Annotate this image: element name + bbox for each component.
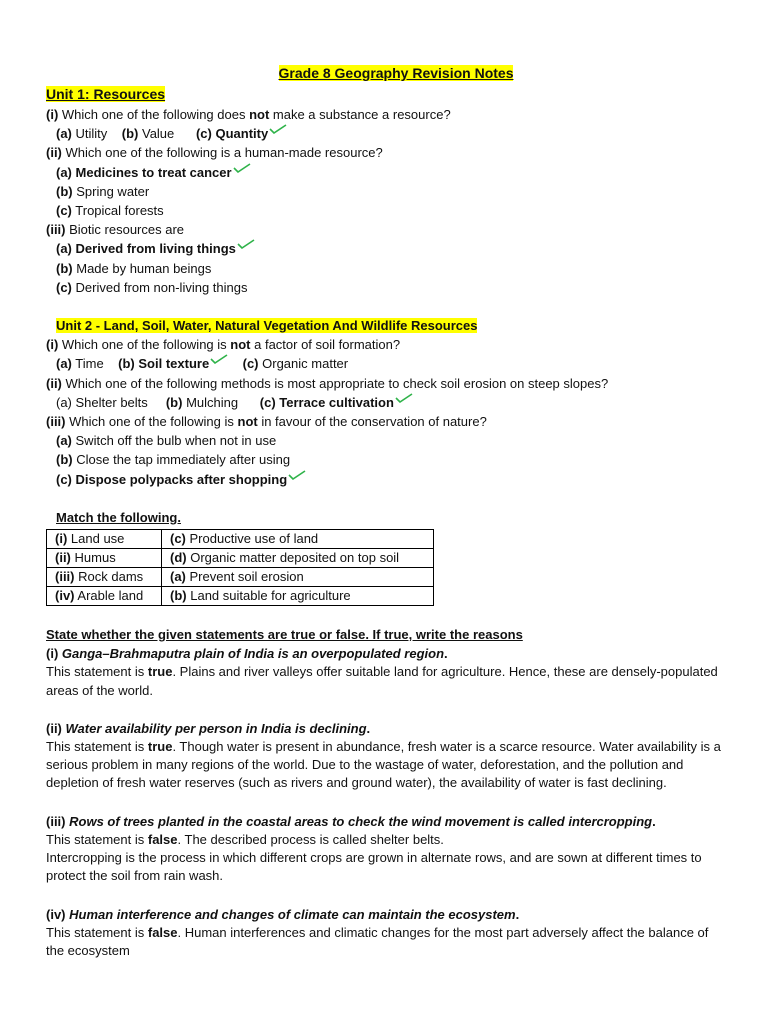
answer: This statement is true. Plains and river valleys offer suitable land for agriculture. Hence, these are densely-populated areas of the world. [46, 664, 718, 698]
table-row: (iii) Rock dams (a) Prevent soil erosion [47, 568, 434, 587]
unit2-question-3: (iii) Which one of the following is not in favour of the conservation of nature? [46, 414, 487, 430]
statement: (ii) Water availability per person in India is declining. [46, 720, 371, 736]
answer: This statement is true. Though water is present in abundance, fresh water is a scarce resource. Water availability is a serious problem in many regions of the world. Due to the wastage of water, deforestation, and the pollution and depletion of fresh water reserves (such as rivers and ground water), the availability of water is fast declining. [46, 739, 721, 791]
document-page [46, 62, 726, 960]
unit2-question-1: (i) Which one of the following is not a factor of soil formation? [46, 337, 401, 353]
truefalse-item-1 [46, 644, 726, 700]
option-c-correct: (c) Quantity [196, 124, 287, 143]
option-a: (a) Utility [56, 126, 108, 142]
unit2-question-3-option-b: (b) Close the tap immediately after using [56, 452, 291, 468]
statement: (iii) Rows of trees planted in the coastal areas to check the wind movement is called intercropping. [46, 813, 656, 829]
option-b: (b) Mulching [165, 394, 239, 410]
unit1-question-2-option-a: (a) Medicines to treat cancer [46, 163, 726, 182]
unit2-question-2: (ii) Which one of the following methods is most appropriate to check soil erosion on steep slopes? [46, 375, 609, 391]
option-b-correct: (b) Soil texture [118, 354, 228, 373]
unit1-question-3-option-b: (b) Made by human beings [56, 260, 212, 276]
answer: This statement is false. Human interferences and climatic changes for the most part adversely affect the balance of the ecosystem [46, 924, 709, 958]
unit1-question-2: (ii) Which one of the following is a human-made resource? [46, 145, 383, 161]
unit1-heading: Unit 1: Resources [46, 86, 166, 102]
option-a: (a) Time [56, 356, 104, 372]
document-title: Grade 8 Geography Revision Notes [278, 65, 514, 81]
option-c-correct: (c) Terrace cultivation [260, 393, 413, 412]
match-table [46, 529, 434, 606]
unit2-heading: Unit 2 - Land, Soil, Water, Natural Vegetation And Wildlife Resources [56, 318, 478, 334]
table-row: (ii) Humus (d) Organic matter deposited on top soil [47, 549, 434, 568]
table-row: (i) Land use (c) Productive use of land [47, 530, 434, 549]
unit1-question-2-option-c: (c) Tropical forests [56, 203, 164, 219]
option-b: (b) Value [121, 126, 175, 142]
answer: This statement is false. The described process is called shelter belts. [46, 831, 444, 847]
unit2-question-3-option-c: (c) Dispose polypacks after shopping [46, 470, 726, 489]
checkmark-icon [288, 470, 306, 480]
checkmark-icon [233, 163, 251, 173]
answer-extra: Intercropping is the process in which different crops are grown in alternate rows, and are sown at different times to protect the soil from rain wash. [46, 850, 702, 884]
option-c: (c) Organic matter [242, 356, 349, 372]
truefalse-item-3 [46, 812, 726, 886]
unit1-question-3: (iii) Biotic resources are [46, 222, 185, 238]
statement: (i) Ganga–Brahmaputra plain of India is an overpopulated region. [46, 646, 448, 662]
unit1-question-1: (i) Which one of the following does not make a substance a resource? [46, 107, 451, 122]
checkmark-icon [395, 393, 413, 403]
unit1-question-3-option-a: (a) Derived from living things [46, 239, 726, 258]
checkmark-icon [210, 354, 228, 364]
unit1-question-2-option-b: (b) Spring water [56, 183, 150, 199]
unit1-question-3-option-c: (c) Derived from non-living things [56, 279, 248, 295]
truefalse-item-2 [46, 719, 726, 793]
unit2-question-3-option-a: (a) Switch off the bulb when not in use [56, 433, 277, 449]
checkmark-icon [237, 239, 255, 249]
option-a: (a) Shelter belts [56, 394, 148, 410]
truefalse-heading: State whether the given statements are true or false. If true, write the reasons [46, 627, 523, 643]
unit1-question-1-options [46, 124, 726, 143]
unit2-question-2-options [46, 393, 726, 412]
checkmark-icon [269, 124, 287, 134]
unit2-question-1-options [46, 354, 726, 373]
table-row: (iv) Arable land (b) Land suitable for agriculture [47, 587, 434, 606]
match-heading: Match the following. [56, 509, 181, 525]
statement: (iv) Human interference and changes of climate can maintain the ecosystem. [46, 906, 520, 922]
truefalse-item-4 [46, 905, 726, 961]
